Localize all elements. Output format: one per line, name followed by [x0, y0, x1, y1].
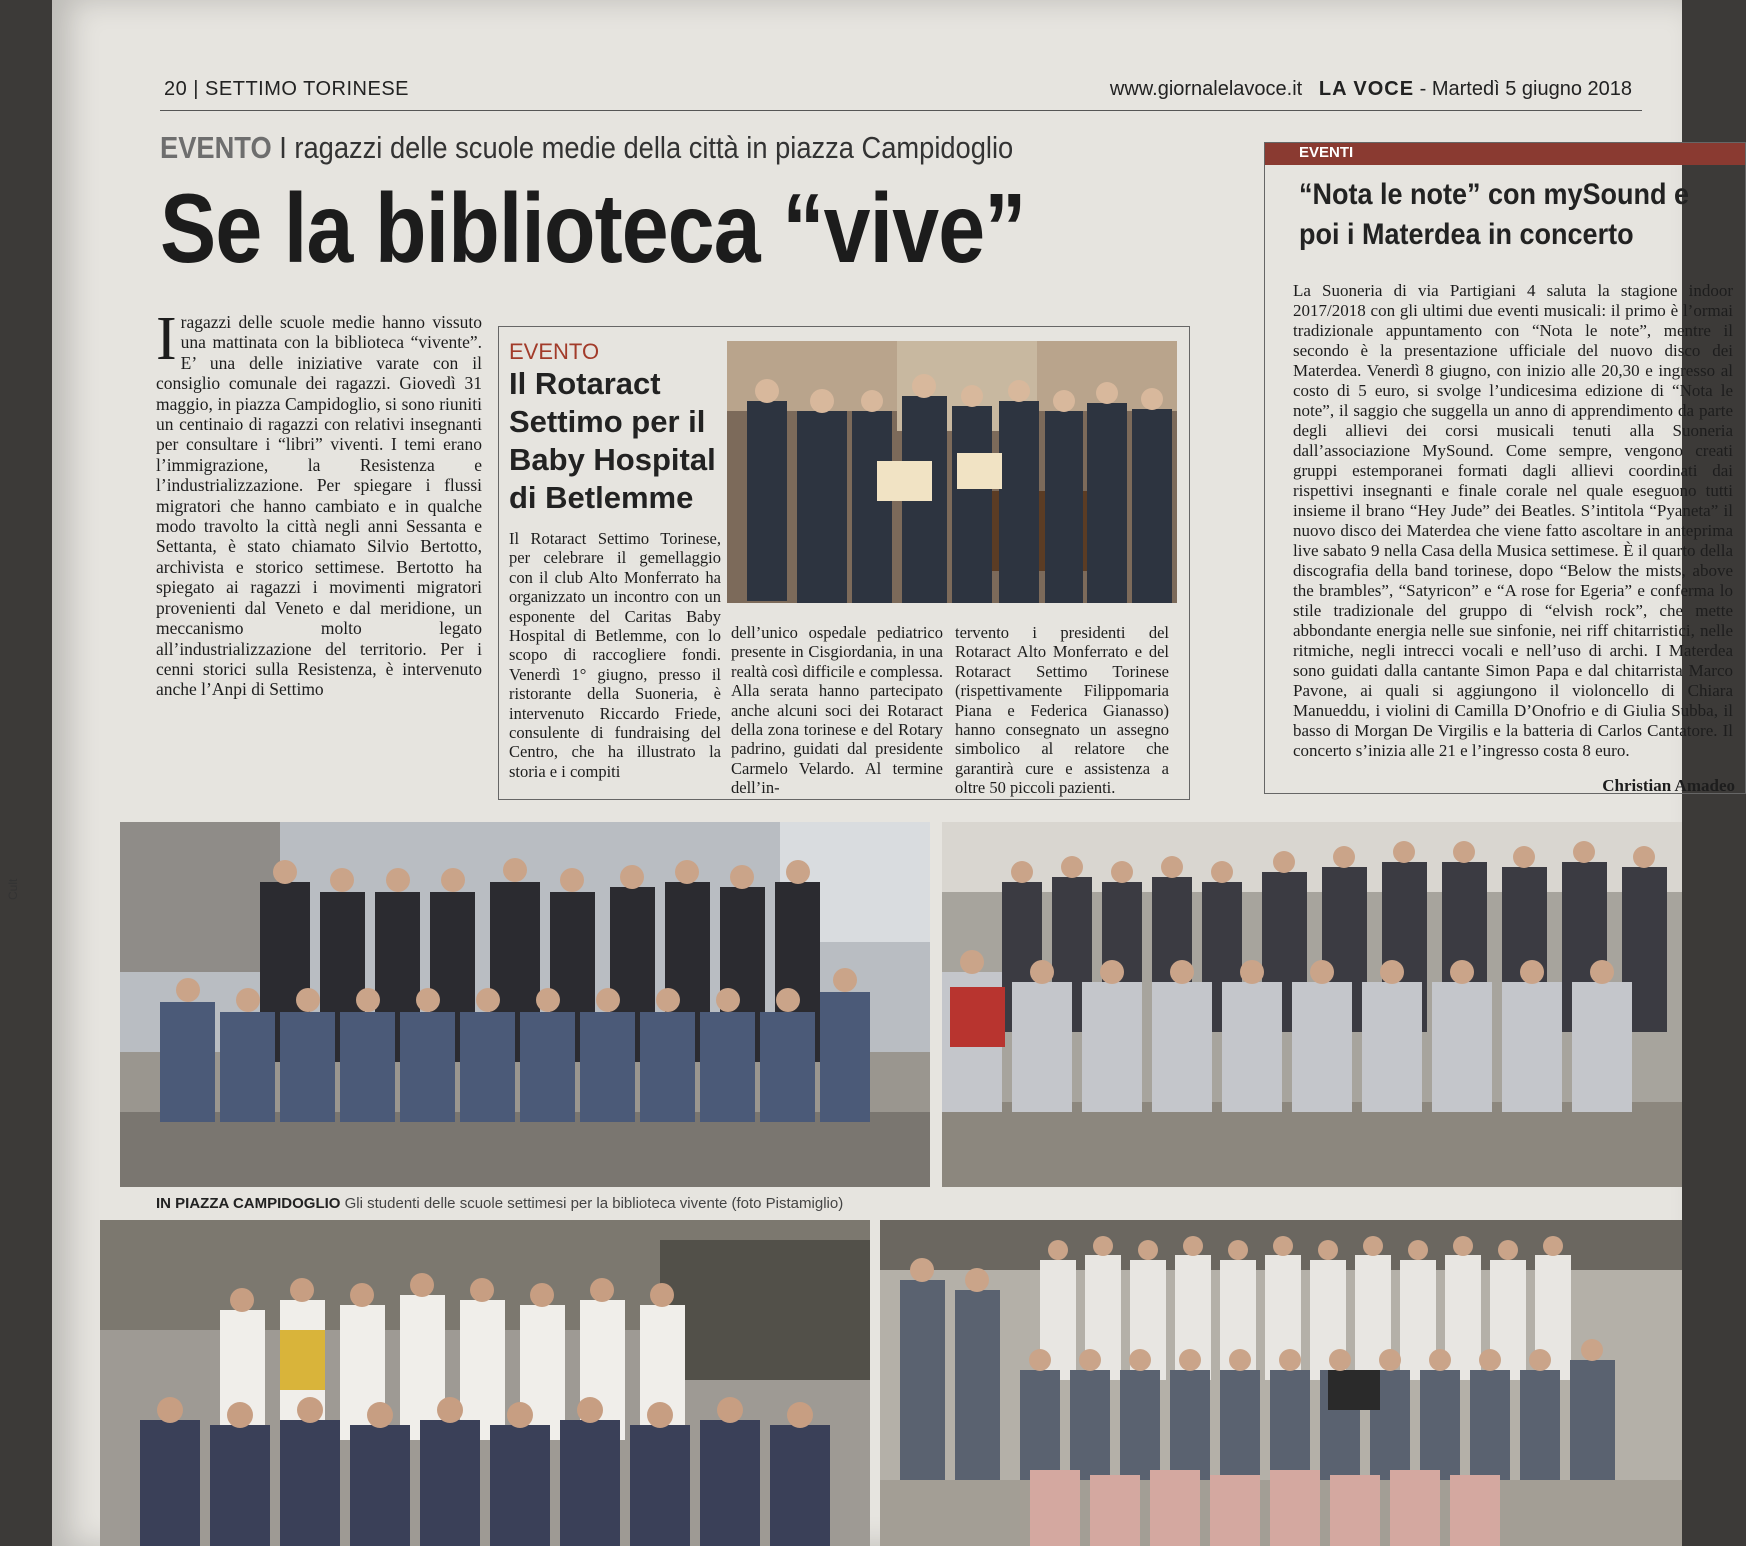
drop-cap: I [156, 305, 177, 373]
site-url: www.giornalelavoce.it [1109, 78, 1303, 100]
events-sidebar [1264, 142, 1746, 794]
students-photo-1 [120, 822, 930, 1187]
rotaract-box [498, 326, 1190, 800]
newspaper-page [52, 0, 1735, 1546]
page-section-label: 20 | SETTIMO TORINESE [164, 78, 410, 100]
kicker-tag: EVENTO [160, 130, 272, 165]
photo-caption [156, 1195, 843, 1212]
kicker-text: I ragazzi delle scuole medie della città in piazza Campidoglio [279, 130, 1014, 165]
caption-bold: IN PIAZZA CAMPIDOGLIO [156, 1195, 341, 1212]
students-photo-3 [100, 1220, 870, 1546]
caption-text: Gli studenti delle scuole settimesi per la biblioteca vivente (foto Pistamiglio) [344, 1195, 844, 1212]
students-photo-4 [880, 1220, 1682, 1546]
sidebar-band [1265, 143, 1745, 165]
main-article-body [156, 305, 482, 700]
rotaract-photo [727, 341, 1177, 603]
edge-text: Cult [6, 878, 20, 900]
rotaract-col-1: Il Rotaract Settimo Torinese, per celebrare il gemellaggio con il club Alto Monferrato ha organizzato un incontro con un esponente del Caritas Baby Hospital di Betlemme, con lo scopo di raccogliere fondi. Venerdì 1° giugno, presso il ristorante della Suoneria, è intervenuto Riccardo Friede, consulente di fundraising del Centro, che ha illustrato la storia e i compiti [509, 529, 721, 781]
issue-date: - Martedì 5 giugno 2018 [1419, 78, 1632, 100]
students-photo-2 [942, 822, 1682, 1187]
header-rule [160, 110, 1642, 111]
main-article-text: ragazzi delle scuole medie hanno vissuto una mattinata con la biblioteca “vivente”. E’ una delle iniziative varate con il consiglio comunale dei ragazzi. Giovedì 31 maggio, in piazza Campidoglio, si sono riuniti un centinaio di ragazzi con relativi insegnanti per consultare i “libri” viventi. I temi erano l’immigrazione, la Resistenza e l’industrializzazione. Per spiegare i flussi migratori che hanno cambiato e in qualche modo travolto la città negli anni Sessanta e Settanta, è stato chiamato Silvio Bertotto, archivista e storico settimese. Bertotto ha spiegato ai ragazzi i movimenti migratori provenienti dal Veneto e dal meridione, un meccanismo molto legato all’industrializzazione del territorio. Per i cenni storici sulla Resistenza, è intervenuto anche l’Anpi di Settimo [156, 312, 482, 700]
paper-name: LA VOCE [1318, 78, 1415, 100]
rotaract-col-2: dell’unico ospedale pediatrico presente in Cisgiordania, in una realtà così difficile e complessa. Alla serata hanno partecipato anche alcuni soci dei Rotaract della zona torinese e del Rotary padrino, guidati dal presidente Carmelo Velardo. Al termine dell’in- [731, 623, 943, 798]
sidebar-title: “Nota le note” con mySound e poi i Materdea in concerto [1299, 178, 1690, 251]
sidebar-signature: Christian Amadeo [1602, 776, 1735, 795]
article-headline: Se la biblioteca “vive” [160, 173, 1026, 283]
rotaract-title: Il Rotaract Settimo per il Baby Hospital di Betlemme [509, 366, 716, 515]
masthead-info [1110, 78, 1632, 101]
article-kicker [160, 130, 1013, 166]
sidebar-band-label: EVENTI [1299, 144, 1354, 161]
sidebar-body: La Suoneria di via Partigiani 4 saluta la stagione indoor 2017/2018 con gli ultimi due eventi musicali: il primo è l’ormai tradizionale appuntamento con “Nota le note”, mentre il secondo è la presentazione ufficiale del nuovo disco dei Materdea. Venerdì 8 giugno, con inizio alle 20,30 e ingresso al costo di 5 euro, si svolge l’undicesima edizione di “Nota le note”, il saggio che suggella un anno di apprendimento da parte degli allievi dei corsi musicali tenuti alla Suoneria dall’associazione MySound. Come sempre, vengono creati gruppi estemporanei formati dagli allievi coordinati dai rispettivi insegnanti e finale corale nel quale eseguono tutti insieme il brano “Hey Jude” dei Beatles. S’intitola “Pyaneta” il nuovo disco dei Materdea che viene fatto ascoltare in anteprima live sabato 9 nella Casa della Musica settimese. È il quarto della discografia della band torinese, dopo “Below the mists, above the brambles”, “Satyricon” e “A rose for Egeria” e conferma lo stile tradizionale del gruppo di “elvish rock”, che mette abbondante energia nelle sue sinfonie, nei riff chitarristici, nelle ritmiche, negli intrecci vocali e nell’uso di archi. I Materdea sono guidati dalla cantante Simon Papa e dal chitarrista Marco Pavone, ai quali si aggiungono il violoncello di Chiara Manueddu, i violini di Camilla D’Onofrio e di Giulia Subba, il basso di Morgan De Virgilis e la batteria di Carlos Cantatore. Il concerto s’inizia alle 21 e l’ingresso costa 8 euro. [1293, 281, 1733, 760]
rotaract-col-3: tervento i presidenti del Rotaract Alto Monferrato e del Rotaract Settimo Torinese (rispettivamente Filippomaria Piana e Federica Gianasso) hanno consegnato un assegno simbolico al relatore che garantirà cure e assistenza a oltre 50 piccoli pazienti. [955, 623, 1169, 798]
rotaract-tag: EVENTO [509, 339, 600, 364]
running-header [164, 78, 1632, 106]
